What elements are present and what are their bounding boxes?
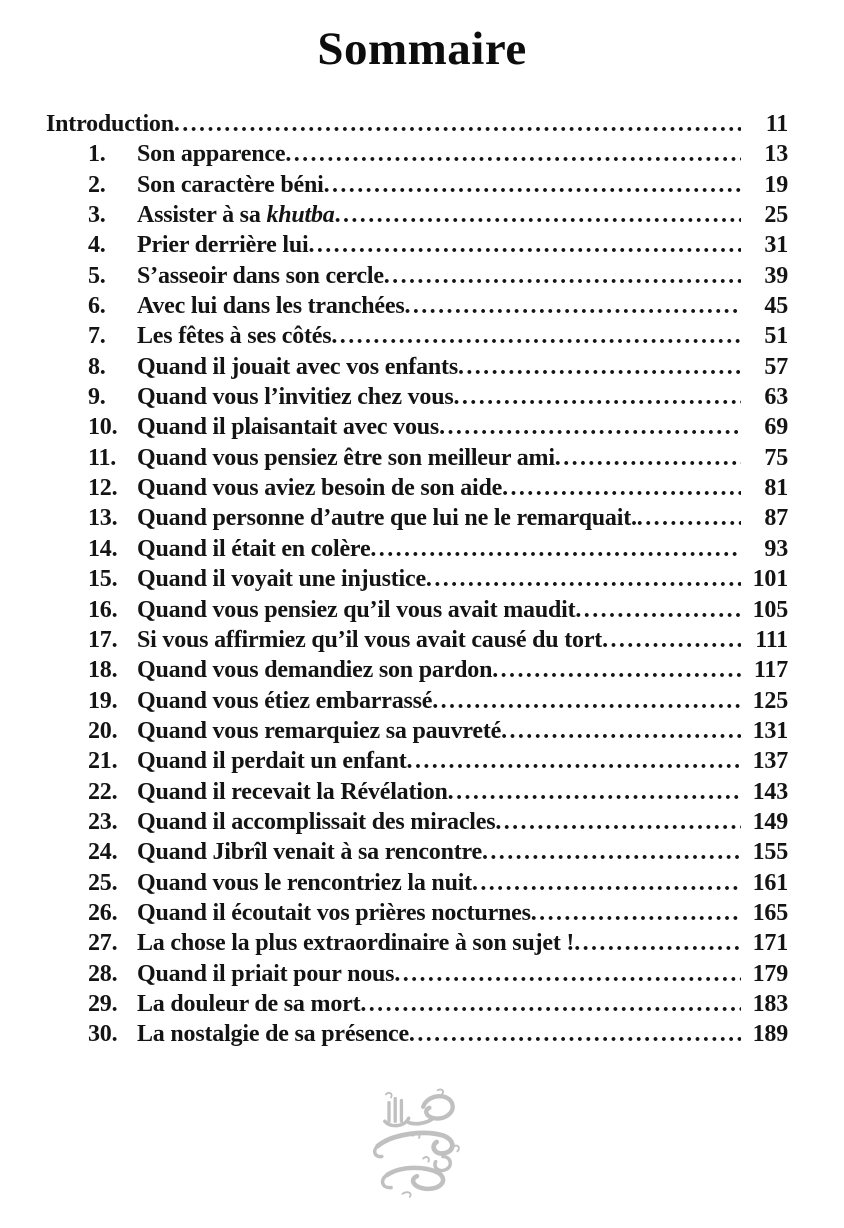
toc-dot-leader <box>404 293 741 320</box>
toc-entry <box>46 384 788 414</box>
toc-dot-leader <box>432 688 741 715</box>
toc-entry <box>46 414 788 444</box>
toc-entry <box>46 718 788 748</box>
toc-entry-label: Quand il était en colère <box>137 535 371 562</box>
toc-entry-label: Assister à sa khutba <box>137 202 335 229</box>
toc-entry <box>46 354 788 384</box>
toc-dot-leader <box>370 536 741 563</box>
toc-dot-leader <box>502 475 741 502</box>
toc-entry-label: Quand vous étiez embarrassé <box>137 687 433 714</box>
toc-entry <box>46 627 788 657</box>
toc-page-number: 101 <box>752 566 788 593</box>
toc-entry-label: Introduction <box>46 111 174 137</box>
toc-page-number: 45 <box>764 293 788 320</box>
toc-page-number: 25 <box>764 202 788 229</box>
toc-page-number: 131 <box>752 717 788 744</box>
toc-dot-leader <box>407 748 741 775</box>
toc-entry-number: 5. <box>88 262 106 289</box>
toc-dot-leader <box>454 384 742 411</box>
toc-entry-label: Quand personne d’autre que lui ne le remarquait. <box>137 505 637 532</box>
toc-entry-label: Quand vous pensiez être son meilleur ami <box>137 444 555 471</box>
toc-dot-leader <box>501 718 741 745</box>
toc-page-number: 19 <box>764 171 788 198</box>
toc-entry-number: 8. <box>88 353 106 380</box>
toc-entry-number: 16. <box>88 596 118 623</box>
toc-page-number: 87 <box>764 505 788 532</box>
toc-entry-number: 6. <box>88 293 106 320</box>
toc-entry-label: Quand il plaisantait avec vous <box>137 414 440 441</box>
toc-dot-leader <box>482 839 741 866</box>
toc-page-number: 63 <box>764 384 788 411</box>
toc-entry <box>46 597 788 627</box>
toc-entry-label: Quand vous pensiez qu’il vous avait maudit <box>137 596 576 623</box>
toc-entry-number: 27. <box>88 930 118 957</box>
toc-dot-leader <box>285 141 741 168</box>
toc-entry <box>46 900 788 930</box>
page-title: Sommaire <box>317 23 527 75</box>
toc-entry <box>46 961 788 991</box>
toc-page-number: 81 <box>764 475 788 502</box>
toc-entry <box>46 475 788 505</box>
toc-entry-number: 19. <box>88 687 118 714</box>
toc-entry-label: Si vous affirmiez qu’il vous avait causé du tort <box>137 626 603 653</box>
toc-entry-number: 17. <box>88 626 118 653</box>
toc-entry-number: 12. <box>88 475 118 502</box>
toc-entry <box>46 748 788 778</box>
toc-entry <box>46 505 788 535</box>
toc-page-number: 137 <box>752 748 788 775</box>
toc-page-number: 11 <box>765 111 788 137</box>
toc-entry <box>46 263 788 293</box>
toc-dot-leader <box>531 900 741 927</box>
toc-entry-label: Prier derrière lui <box>137 232 309 259</box>
toc-entry <box>46 323 788 353</box>
toc-entry-number: 28. <box>88 960 118 987</box>
toc-entry-number: 20. <box>88 717 118 744</box>
toc-page-number: 189 <box>752 1021 788 1048</box>
toc-page-number: 161 <box>752 869 788 896</box>
toc-page-number: 13 <box>764 141 788 168</box>
toc-entry-label: Quand il perdait un enfant <box>137 748 407 775</box>
toc-entry <box>46 991 788 1021</box>
toc-entry-number: 18. <box>88 657 118 684</box>
toc-dot-leader <box>324 172 741 199</box>
toc-entry-label: Quand il écoutait vos prières nocturnes <box>137 899 531 926</box>
toc-page-number: 117 <box>753 657 788 684</box>
toc-dot-leader <box>575 597 741 624</box>
toc-entry-label: Son apparence <box>137 141 286 168</box>
toc-page-number: 75 <box>764 444 788 471</box>
toc-dot-leader <box>492 657 741 684</box>
toc-entry-number: 9. <box>88 384 106 411</box>
toc-dot-leader <box>384 263 741 290</box>
toc-entry-label: Quand vous demandiez son pardon <box>137 657 493 684</box>
toc-page-number: 143 <box>752 778 788 805</box>
toc-dot-leader <box>426 566 741 593</box>
toc-entry-label: Quand vous aviez besoin de son aide <box>137 475 503 502</box>
toc-entry <box>46 688 788 718</box>
toc-entry-label: Son caractère béni <box>137 171 324 198</box>
toc-entry <box>46 141 788 171</box>
toc-entry-number: 3. <box>88 202 106 229</box>
toc-page-number: 105 <box>752 596 788 623</box>
toc-entry-number: 7. <box>88 323 106 350</box>
toc-entry-number: 10. <box>88 414 118 441</box>
toc-dot-leader <box>394 961 741 988</box>
toc-page-number: 31 <box>764 232 788 259</box>
toc-entry-label: Avec lui dans les tranchées <box>137 293 405 320</box>
toc-page-number: 69 <box>764 414 788 441</box>
toc-entry-number: 2. <box>88 171 106 198</box>
toc-entry <box>46 1021 788 1051</box>
toc-entry-number: 22. <box>88 778 118 805</box>
arabic-salawat-calligraphy-icon <box>361 1084 475 1200</box>
toc-dot-leader <box>472 870 741 897</box>
toc-dot-leader <box>555 445 741 472</box>
toc-entry-number: 11. <box>88 444 117 471</box>
toc-entry-label: La douleur de sa mort <box>137 990 361 1017</box>
toc-entry-label: Quand Jibrîl venait à sa rencontre <box>137 839 482 866</box>
toc-dot-leader <box>448 779 741 806</box>
toc-entry-number: 14. <box>88 535 118 562</box>
toc-dot-leader <box>409 1021 741 1048</box>
toc-page-number: 183 <box>752 990 788 1017</box>
toc-dot-leader <box>335 202 741 229</box>
toc-entry-number: 1. <box>88 141 106 168</box>
toc-page-number: 39 <box>764 262 788 289</box>
toc-entry-label: Quand il priait pour nous <box>137 960 395 987</box>
toc-page-number: 57 <box>764 353 788 380</box>
toc-dot-leader <box>574 930 741 957</box>
toc-entry-number: 4. <box>88 232 106 259</box>
toc-dot-leader <box>331 323 741 350</box>
toc-entry <box>46 839 788 869</box>
toc-entry-label: Quand vous le rencontriez la nuit <box>137 869 472 896</box>
toc-entry-label: Quand il accomplissait des miracles <box>137 808 496 835</box>
toc-entry <box>46 232 788 262</box>
toc-entry-label: Quand vous remarquiez sa pauvreté <box>137 717 502 744</box>
toc-dot-leader <box>308 232 741 259</box>
toc-entry-label: Quand il voyait une injustice <box>137 566 426 593</box>
toc-dot-leader <box>439 414 741 441</box>
toc-entry-label: Les fêtes à ses côtés <box>137 323 332 350</box>
toc-entry-number: 24. <box>88 839 118 866</box>
toc-page-number: 165 <box>752 899 788 926</box>
toc-entry <box>46 445 788 475</box>
toc-list <box>46 111 788 1052</box>
toc-page-number: 171 <box>752 930 788 957</box>
toc-page-number: 51 <box>764 323 788 350</box>
toc-dot-leader <box>602 627 741 654</box>
toc-entry <box>46 779 788 809</box>
toc-entry-label: Quand il jouait avec vos enfants <box>137 353 458 380</box>
toc-dot-leader <box>458 354 741 381</box>
toc-entry-number: 13. <box>88 505 118 532</box>
toc-page-number: 155 <box>752 839 788 866</box>
toc-dot-leader <box>495 809 741 836</box>
toc-entry <box>46 202 788 232</box>
toc-entry-number: 26. <box>88 899 118 926</box>
toc-entry-number: 23. <box>88 808 118 835</box>
toc-entry-label: La nostalgie de sa présence <box>137 1021 409 1048</box>
toc-page-number: 93 <box>764 535 788 562</box>
toc-entry <box>46 566 788 596</box>
toc-entry-number: 29. <box>88 990 118 1017</box>
toc-entry <box>46 809 788 839</box>
toc-entry-introduction <box>46 111 788 141</box>
toc-page-number: 125 <box>752 687 788 714</box>
toc-entry-label: La chose la plus extraordinaire à son sujet ! <box>137 930 575 957</box>
toc-page-number: 149 <box>752 808 788 835</box>
toc-entry <box>46 172 788 202</box>
toc-entry <box>46 657 788 687</box>
toc-dot-leader <box>174 111 741 138</box>
toc-entry-label: Quand vous l’invitiez chez vous <box>137 384 454 411</box>
toc-page-number: 179 <box>752 960 788 987</box>
toc-dot-leader <box>360 991 741 1018</box>
toc-entry-number: 30. <box>88 1021 118 1048</box>
toc-entry-label: S’asseoir dans son cercle <box>137 262 384 289</box>
toc-entry-number: 15. <box>88 566 118 593</box>
toc-entry-label: Quand il recevait la Révélation <box>137 778 448 805</box>
toc-entry <box>46 293 788 323</box>
toc-entry-number: 21. <box>88 748 118 775</box>
toc-entry <box>46 870 788 900</box>
toc-entry-number: 25. <box>88 869 118 896</box>
toc-page-number: 111 <box>755 626 788 653</box>
toc-entry <box>46 930 788 960</box>
toc-dot-leader <box>637 505 741 532</box>
toc-entry <box>46 536 788 566</box>
